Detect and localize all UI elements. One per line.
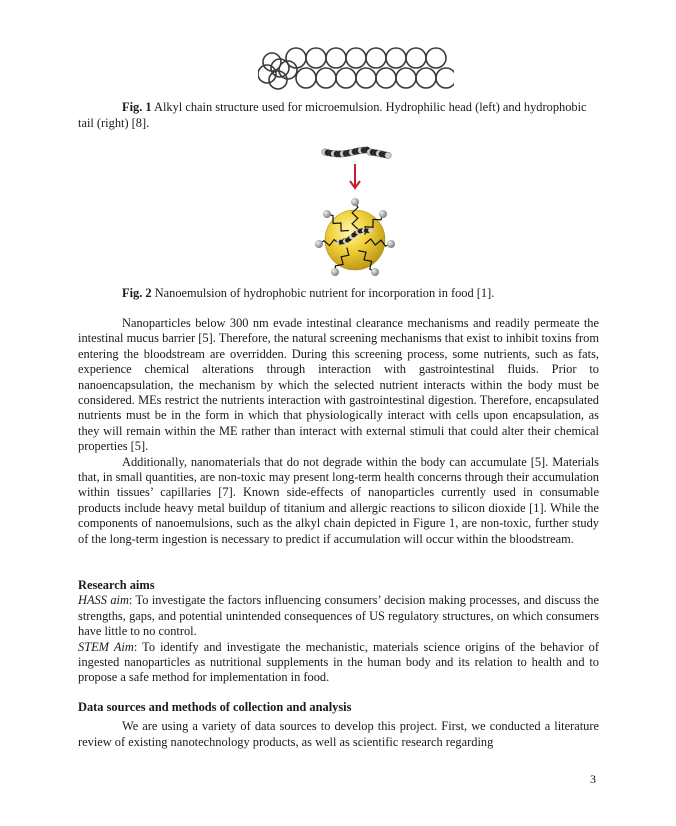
hass-aim bbox=[78, 593, 599, 639]
data-sources-section bbox=[78, 700, 599, 750]
figure-1-caption-text: Alkyl chain structure used for microemulsion. Hydrophilic head (left) and hydrophobic tail (right) [8]. bbox=[78, 100, 587, 130]
hass-aim-text: : To investigate the factors influencing consumers’ decision making processes, and discuss the strengths, gaps, and potential unintended consequences of US regulatory structures, on which consumers have little to no control. bbox=[78, 593, 599, 639]
figure-2-caption-text: Nanoemulsion of hydrophobic nutrient for incorporation in food [1]. bbox=[151, 286, 495, 300]
emulsion-droplet bbox=[315, 198, 395, 276]
stem-aim-label: STEM Aim bbox=[78, 639, 134, 654]
figure-1-alkyl-chain-image bbox=[258, 40, 454, 96]
figure-2-nanoemulsion-image bbox=[305, 142, 405, 282]
page-number: 3 bbox=[590, 772, 596, 786]
figure-1-caption bbox=[78, 100, 599, 131]
hydrophobic-nutrient-molecule bbox=[322, 147, 391, 159]
research-aims-heading: Research aims bbox=[78, 578, 155, 592]
data-sources-paragraph: We are using a variety of data sources to develop this project. First, we conducted a literature review of existing nanotechnology products, as well as scientific research regarding bbox=[78, 719, 599, 749]
figure-1-label: Fig. 1 bbox=[122, 100, 152, 114]
stem-aim-text: : To identify and investigate the mechanistic, materials science origins of the behavior of ingested nanoparticles as nutritional supplements in the human body and its relation to health and to propose a safe method for implementation in food. bbox=[78, 639, 600, 685]
paragraph-accumulation: Additionally, nanomaterials that do not degrade within the body can accumulate [5]. Materials that, in small quantities, are non-toxic may present long-term health concerns through their accumulation within tissues’ capillaries [7]. Known side-effects of nanoparticles currently used in consumable products include heavy metal buildup of titanium and allergic reactions to silicon dioxide [1]. While the components of nanoemulsions, such as the alkyl chain depicted in Figure 1, are non-toxic, further study of the long-term ingestion is necessary to predict if accumulation will occur within the bloodstream. bbox=[78, 454, 599, 546]
stem-aim bbox=[78, 640, 599, 686]
research-aims-section bbox=[78, 578, 599, 686]
figure-2-label: Fig. 2 bbox=[122, 286, 152, 300]
paragraph-nanoparticles: Nanoparticles below 300 nm evade intestinal clearance mechanisms and readily permeate the intestinal mucus barrier [5]. Therefore, the natural screening mechanisms that exist to inhibit toxins from entering the bloodstream are overridden. During this screening process, some nutrients, such as fats, experience chemical alterations through interaction with gastrointestinal fluids. Prior to nanoencapsulation, the mechanism by which the selected nutrient interacts within the body must be considered. MEs restrict the nutrients interaction with gastrointestinal digestion. Therefore, encapsulated nutrients must be in the form in which that physiologically interact with cells upon encapsulation, as they will remain within the ME rather than interact with external stimuli that could alter their chemical properties [5]. bbox=[78, 316, 599, 454]
body-section bbox=[78, 316, 599, 547]
figure-2-caption bbox=[78, 286, 599, 302]
hass-aim-label: HASS aim bbox=[78, 593, 129, 608]
arrow-down-icon bbox=[350, 164, 360, 188]
data-sources-heading: Data sources and methods of collection and analysis bbox=[78, 700, 352, 714]
